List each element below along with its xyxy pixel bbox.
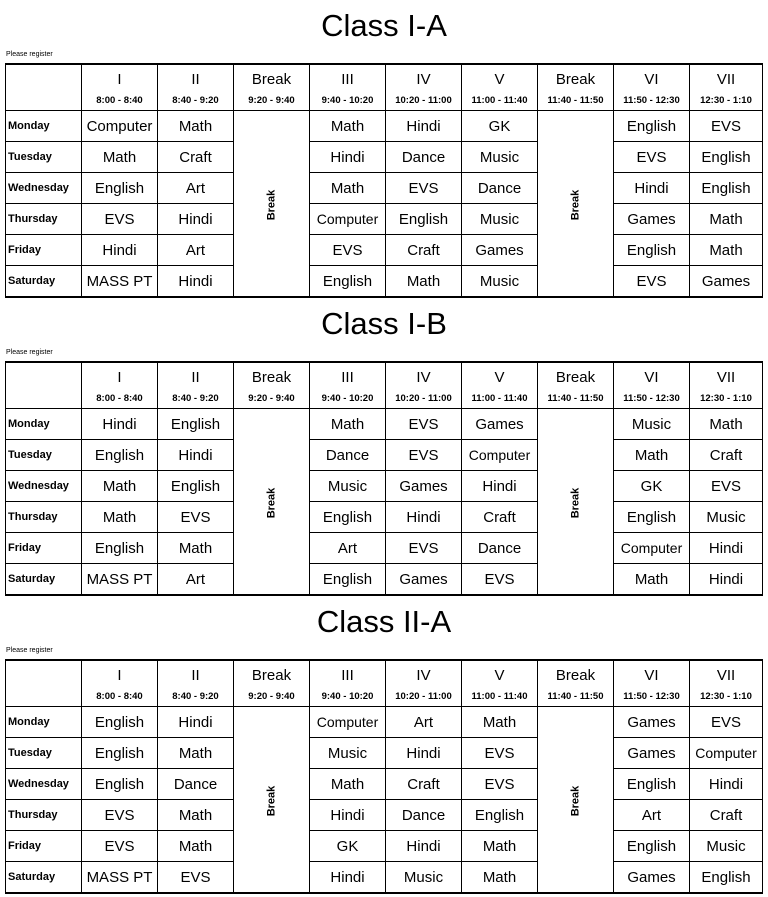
subject-cell: English <box>614 502 690 533</box>
day-row <box>6 440 763 471</box>
subject-cell: EVS <box>158 502 234 533</box>
subject-cell: English <box>82 440 158 471</box>
day-label: Tuesday <box>6 738 82 769</box>
time-slot: 11:50 - 12:30 <box>614 391 690 409</box>
corner-cell <box>6 689 82 707</box>
subject-cell: English <box>82 769 158 800</box>
time-slot: 9:40 - 10:20 <box>310 689 386 707</box>
subject-cell: Craft <box>690 800 763 831</box>
subject-cell: English <box>82 173 158 204</box>
subject-cell: English <box>690 173 763 204</box>
subject-cell: Dance <box>386 142 462 173</box>
period-header: V <box>462 660 538 689</box>
subject-cell: Math <box>614 564 690 596</box>
subject-cell: EVS <box>462 564 538 596</box>
subject-cell: Math <box>310 111 386 142</box>
time-slot: 11:50 - 12:30 <box>614 93 690 111</box>
timetable-table <box>5 63 763 298</box>
subject-cell: Math <box>310 769 386 800</box>
subject-cell: Art <box>158 564 234 596</box>
day-label: Monday <box>6 111 82 142</box>
time-slot: 9:40 - 10:20 <box>310 391 386 409</box>
day-row <box>6 409 763 440</box>
subject-cell: Math <box>462 862 538 894</box>
subject-cell: GK <box>310 831 386 862</box>
time-slot: 11:00 - 11:40 <box>462 689 538 707</box>
day-label: Friday <box>6 235 82 266</box>
subject-cell: EVS <box>82 831 158 862</box>
break-label: Break <box>265 189 278 221</box>
subject-cell: Craft <box>690 440 763 471</box>
subject-cell: Hindi <box>386 502 462 533</box>
subject-cell: Music <box>462 204 538 235</box>
class-title: Class II-A <box>316 604 452 639</box>
subject-cell: English <box>462 800 538 831</box>
day-row <box>6 173 763 204</box>
subject-cell: Games <box>386 564 462 596</box>
time-slot: 12:30 - 1:10 <box>690 391 763 409</box>
subject-cell: EVS <box>82 800 158 831</box>
subject-cell: EVS <box>82 204 158 235</box>
day-label: Wednesday <box>6 471 82 502</box>
period-header: IV <box>386 660 462 689</box>
period-header: III <box>310 362 386 391</box>
day-row <box>6 266 763 298</box>
period-header: III <box>310 64 386 93</box>
subject-cell: GK <box>614 471 690 502</box>
break-column <box>234 111 310 298</box>
subject-cell: English <box>82 707 158 738</box>
period-header: VI <box>614 660 690 689</box>
period-header-row <box>6 64 763 93</box>
subject-cell: Hindi <box>82 235 158 266</box>
day-row <box>6 111 763 142</box>
subject-cell: Music <box>310 738 386 769</box>
period-header: Break <box>538 660 614 689</box>
day-label: Monday <box>6 707 82 738</box>
subject-cell: Art <box>158 235 234 266</box>
subject-cell: Math <box>82 471 158 502</box>
subject-cell: Hindi <box>158 707 234 738</box>
subject-cell: Music <box>690 502 763 533</box>
subject-cell: GK <box>462 111 538 142</box>
period-header: II <box>158 64 234 93</box>
subject-cell: Hindi <box>158 266 234 298</box>
subject-cell: EVS <box>310 235 386 266</box>
subject-cell: Games <box>386 471 462 502</box>
subject-cell: EVS <box>462 738 538 769</box>
period-header: V <box>462 64 538 93</box>
time-slot: 8:40 - 9:20 <box>158 391 234 409</box>
time-slot: 10:20 - 11:00 <box>386 93 462 111</box>
day-row <box>6 831 763 862</box>
subject-cell: Hindi <box>310 142 386 173</box>
subject-cell: Craft <box>386 769 462 800</box>
break-column <box>538 707 614 894</box>
period-header: I <box>82 64 158 93</box>
subject-cell: Hindi <box>690 769 763 800</box>
subject-cell: Hindi <box>614 173 690 204</box>
subject-cell: Math <box>158 111 234 142</box>
subject-cell: Computer <box>82 111 158 142</box>
time-slot: 9:20 - 9:40 <box>234 689 310 707</box>
subject-cell: Hindi <box>386 831 462 862</box>
subject-cell: Math <box>158 738 234 769</box>
time-slot: 8:00 - 8:40 <box>82 93 158 111</box>
period-header: VI <box>614 64 690 93</box>
subject-cell: Music <box>614 409 690 440</box>
subject-cell: MASS PT <box>82 564 158 596</box>
period-header: IV <box>386 362 462 391</box>
break-column <box>538 111 614 298</box>
subject-cell: EVS <box>614 266 690 298</box>
period-header-row <box>6 362 763 391</box>
period-header: II <box>158 660 234 689</box>
subject-cell: Math <box>310 409 386 440</box>
subject-cell: EVS <box>690 111 763 142</box>
day-label: Thursday <box>6 502 82 533</box>
subject-cell: Math <box>82 142 158 173</box>
subject-cell: Hindi <box>310 800 386 831</box>
time-header-row <box>6 689 763 707</box>
period-header-row <box>6 660 763 689</box>
day-row <box>6 142 763 173</box>
subject-cell: Math <box>158 533 234 564</box>
subject-cell: English <box>310 502 386 533</box>
period-header: VII <box>690 64 763 93</box>
corner-cell <box>6 64 82 93</box>
subject-cell: Music <box>462 266 538 298</box>
subject-cell: MASS PT <box>82 266 158 298</box>
subject-cell: English <box>158 471 234 502</box>
time-slot: 11:40 - 11:50 <box>538 93 614 111</box>
subject-cell: Music <box>310 471 386 502</box>
time-slot: 11:40 - 11:50 <box>538 689 614 707</box>
subject-cell: Art <box>614 800 690 831</box>
period-header: VII <box>690 362 763 391</box>
subject-cell: English <box>82 533 158 564</box>
subject-cell: EVS <box>690 707 763 738</box>
subject-cell: English <box>614 769 690 800</box>
subject-cell: Math <box>386 266 462 298</box>
time-slot: 8:40 - 9:20 <box>158 689 234 707</box>
time-slot: 9:20 - 9:40 <box>234 93 310 111</box>
subject-cell: Math <box>690 235 763 266</box>
subject-cell: Computer <box>690 738 763 769</box>
timetable-table <box>5 361 763 596</box>
time-slot: 9:20 - 9:40 <box>234 391 310 409</box>
period-header: I <box>82 660 158 689</box>
subject-cell: Games <box>614 707 690 738</box>
subject-cell: Dance <box>462 173 538 204</box>
subject-cell: Math <box>462 707 538 738</box>
subject-cell: Games <box>614 862 690 894</box>
corner-cell <box>6 93 82 111</box>
time-slot: 8:00 - 8:40 <box>82 689 158 707</box>
time-header-row <box>6 93 763 111</box>
subject-cell: Dance <box>462 533 538 564</box>
day-label: Friday <box>6 831 82 862</box>
day-label: Saturday <box>6 862 82 894</box>
period-header: V <box>462 362 538 391</box>
subject-cell: English <box>690 862 763 894</box>
subject-cell: Craft <box>462 502 538 533</box>
subject-cell: EVS <box>158 862 234 894</box>
corner-cell <box>6 391 82 409</box>
day-label: Friday <box>6 533 82 564</box>
subject-cell: English <box>614 831 690 862</box>
subject-cell: Art <box>310 533 386 564</box>
subject-cell: Hindi <box>462 471 538 502</box>
subject-cell: Hindi <box>690 564 763 596</box>
day-label: Monday <box>6 409 82 440</box>
subject-cell: Dance <box>310 440 386 471</box>
break-label: Break <box>569 487 582 519</box>
break-label: Break <box>569 189 582 221</box>
day-row <box>6 707 763 738</box>
register-note: Please register <box>6 647 53 654</box>
subject-cell: English <box>82 738 158 769</box>
subject-cell: Hindi <box>158 204 234 235</box>
subject-cell: English <box>386 204 462 235</box>
day-label: Tuesday <box>6 142 82 173</box>
time-slot: 12:30 - 1:10 <box>690 93 763 111</box>
subject-cell: Math <box>462 831 538 862</box>
subject-cell: Computer <box>614 533 690 564</box>
timetable-table <box>5 659 763 894</box>
subject-cell: EVS <box>386 533 462 564</box>
day-row <box>6 502 763 533</box>
day-row <box>6 235 763 266</box>
subject-cell: Music <box>690 831 763 862</box>
day-row <box>6 471 763 502</box>
subject-cell: Games <box>690 266 763 298</box>
day-label: Wednesday <box>6 769 82 800</box>
subject-cell: English <box>690 142 763 173</box>
class-title: Class I-A <box>321 8 447 43</box>
subject-cell: Hindi <box>82 409 158 440</box>
day-label: Thursday <box>6 204 82 235</box>
day-row <box>6 564 763 596</box>
subject-cell: Games <box>462 235 538 266</box>
break-column <box>234 409 310 596</box>
time-slot: 11:40 - 11:50 <box>538 391 614 409</box>
time-slot: 11:00 - 11:40 <box>462 93 538 111</box>
day-row <box>6 204 763 235</box>
period-header: Break <box>234 64 310 93</box>
time-slot: 12:30 - 1:10 <box>690 689 763 707</box>
subject-cell: EVS <box>386 409 462 440</box>
subject-cell: EVS <box>386 440 462 471</box>
subject-cell: Math <box>310 173 386 204</box>
subject-cell: Math <box>690 204 763 235</box>
subject-cell: EVS <box>614 142 690 173</box>
subject-cell: Math <box>82 502 158 533</box>
period-header: I <box>82 362 158 391</box>
subject-cell: English <box>614 235 690 266</box>
period-header: VII <box>690 660 763 689</box>
period-header: Break <box>234 660 310 689</box>
subject-cell: Dance <box>386 800 462 831</box>
time-slot: 10:20 - 11:00 <box>386 391 462 409</box>
period-header: III <box>310 660 386 689</box>
subject-cell: Math <box>158 800 234 831</box>
register-note: Please register <box>6 349 53 356</box>
break-label: Break <box>265 487 278 519</box>
subject-cell: Math <box>158 831 234 862</box>
day-label: Saturday <box>6 266 82 298</box>
subject-cell: MASS PT <box>82 862 158 894</box>
day-row <box>6 533 763 564</box>
subject-cell: English <box>310 564 386 596</box>
subject-cell: English <box>158 409 234 440</box>
subject-cell: EVS <box>690 471 763 502</box>
subject-cell: Games <box>614 738 690 769</box>
period-header: Break <box>538 362 614 391</box>
time-header-row <box>6 391 763 409</box>
day-row <box>6 769 763 800</box>
day-label: Wednesday <box>6 173 82 204</box>
subject-cell: Computer <box>462 440 538 471</box>
period-header: IV <box>386 64 462 93</box>
subject-cell: Hindi <box>690 533 763 564</box>
day-label: Thursday <box>6 800 82 831</box>
period-header: Break <box>538 64 614 93</box>
period-header: Break <box>234 362 310 391</box>
time-slot: 11:00 - 11:40 <box>462 391 538 409</box>
day-label: Tuesday <box>6 440 82 471</box>
subject-cell: Computer <box>310 204 386 235</box>
class-title: Class I-B <box>321 306 447 341</box>
subject-cell: Craft <box>386 235 462 266</box>
corner-cell <box>6 362 82 391</box>
subject-cell: EVS <box>386 173 462 204</box>
subject-cell: Art <box>158 173 234 204</box>
corner-cell <box>6 660 82 689</box>
day-label: Saturday <box>6 564 82 596</box>
subject-cell: Craft <box>158 142 234 173</box>
subject-cell: Music <box>462 142 538 173</box>
subject-cell: EVS <box>462 769 538 800</box>
time-slot: 10:20 - 11:00 <box>386 689 462 707</box>
subject-cell: Computer <box>310 707 386 738</box>
register-note: Please register <box>6 51 53 58</box>
subject-cell: Hindi <box>158 440 234 471</box>
subject-cell: Games <box>614 204 690 235</box>
break-column <box>234 707 310 894</box>
subject-cell: Hindi <box>310 862 386 894</box>
subject-cell: Hindi <box>386 738 462 769</box>
period-header: II <box>158 362 234 391</box>
time-slot: 11:50 - 12:30 <box>614 689 690 707</box>
day-row <box>6 862 763 894</box>
subject-cell: Hindi <box>386 111 462 142</box>
subject-cell: English <box>310 266 386 298</box>
subject-cell: Dance <box>158 769 234 800</box>
subject-cell: Music <box>386 862 462 894</box>
time-slot: 9:40 - 10:20 <box>310 93 386 111</box>
break-label: Break <box>569 785 582 817</box>
break-label: Break <box>265 785 278 817</box>
subject-cell: Math <box>614 440 690 471</box>
break-column <box>538 409 614 596</box>
day-row <box>6 738 763 769</box>
subject-cell: English <box>614 111 690 142</box>
day-row <box>6 800 763 831</box>
time-slot: 8:40 - 9:20 <box>158 93 234 111</box>
period-header: VI <box>614 362 690 391</box>
subject-cell: Art <box>386 707 462 738</box>
subject-cell: Games <box>462 409 538 440</box>
subject-cell: Math <box>690 409 763 440</box>
time-slot: 8:00 - 8:40 <box>82 391 158 409</box>
